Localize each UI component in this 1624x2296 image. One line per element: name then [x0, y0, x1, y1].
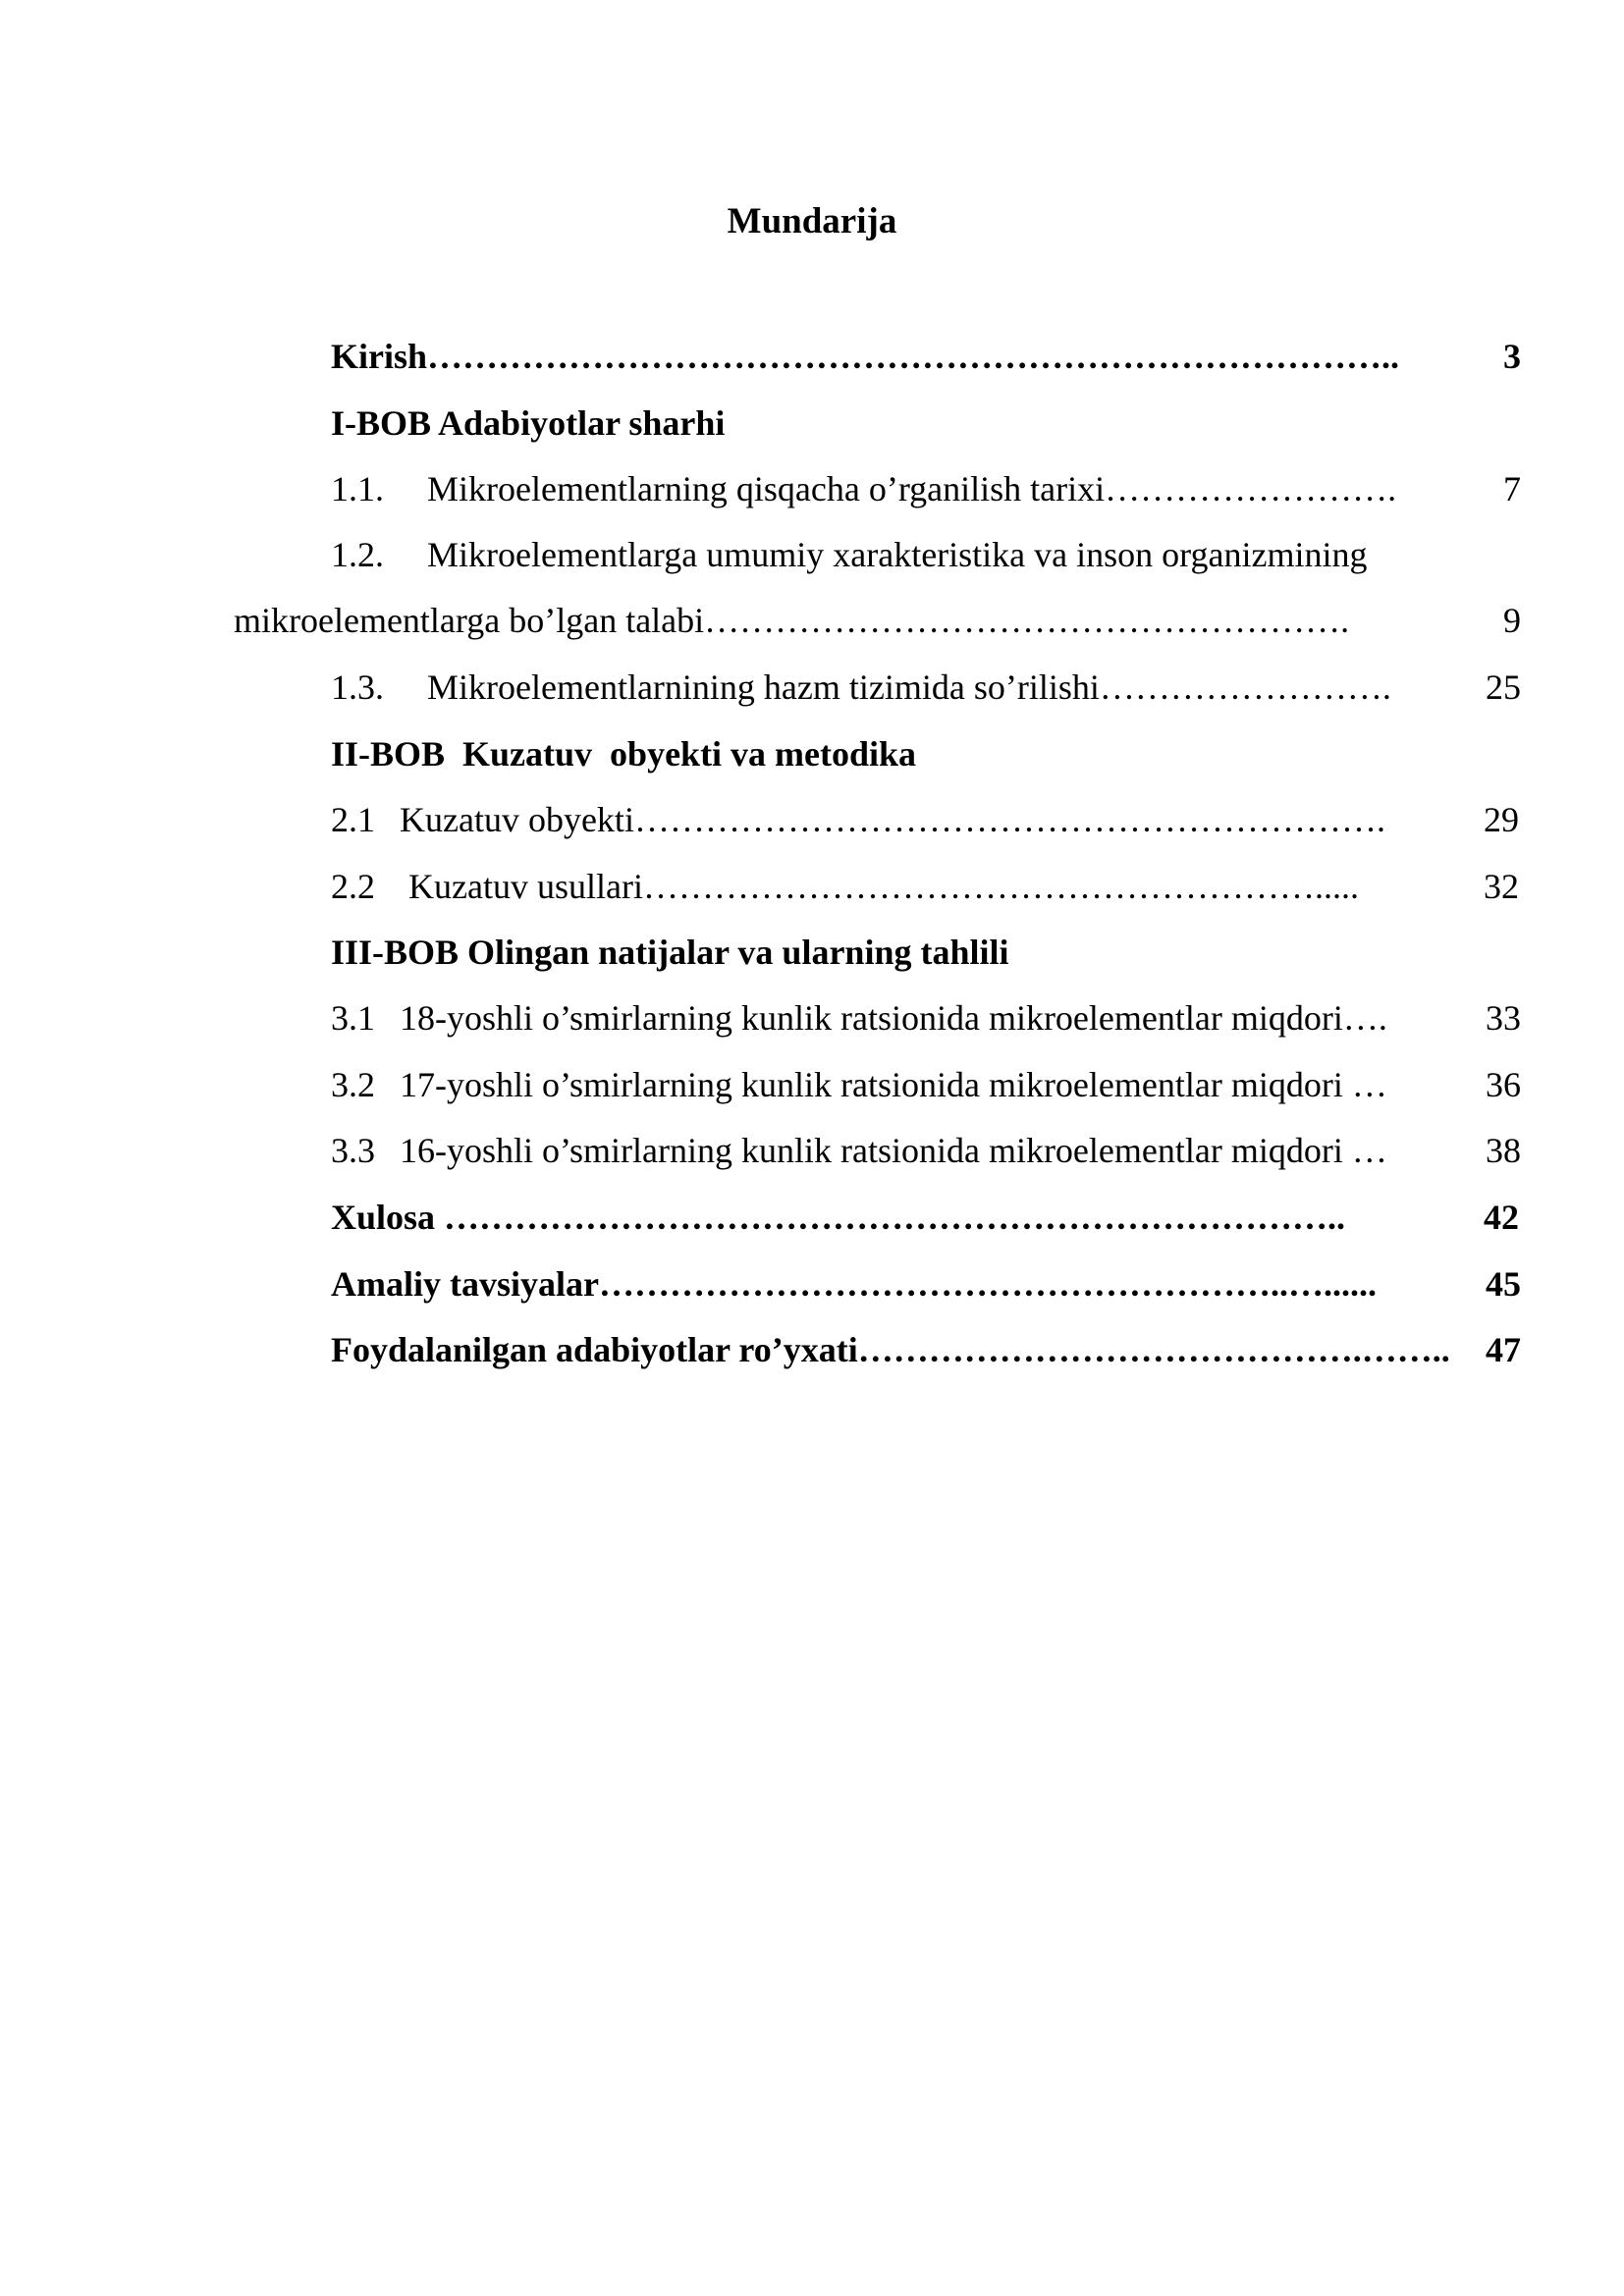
toc-dot-leader: ……………………………………………………………………….. [427, 337, 1400, 376]
toc-section-number: 1.1. [331, 469, 384, 508]
toc-page-number: 45 [1486, 1264, 1521, 1304]
toc-entry-1-2-line2 [234, 598, 1521, 643]
toc-dot-leader: …………………………………….…….. [857, 1330, 1450, 1369]
toc-dot-leader: ……………………. [1099, 667, 1391, 707]
toc-section-number: 3.3 [331, 1131, 375, 1170]
toc-chapter-2-heading [331, 731, 916, 776]
page-title: Mundarija [727, 201, 897, 241]
toc-entry-text: III-BOB Olingan natijalar va ularning tahlili [331, 933, 1009, 972]
toc-section-number: 3.2 [331, 1065, 375, 1104]
toc-entry-text: Kuzatuv usullari [400, 867, 643, 906]
toc-entry-2-2 [331, 864, 1519, 909]
toc-entry-text: Kirish [331, 337, 428, 376]
toc-entry-text: II-BOB Kuzatuv obyekti va metodika [331, 734, 917, 774]
toc-entry-text: Kuzatuv obyekti [400, 800, 634, 839]
toc-entry-1-1 [331, 466, 1521, 511]
toc-entry-text: Mikroelementlarnining hazm tizimida so’rilishi [427, 667, 1100, 707]
toc-page-number: 33 [1486, 998, 1521, 1038]
toc-dot-leader: ………………………………………………………. [633, 800, 1385, 839]
toc-chapter-1-heading [331, 400, 725, 446]
toc-page-number: 38 [1486, 1131, 1521, 1170]
toc-section-number: 1.2. [331, 535, 384, 574]
toc-page-number: 29 [1484, 800, 1519, 839]
toc-section-number: 2.2 [331, 867, 375, 906]
toc-page-number: 9 [1503, 601, 1521, 640]
toc-chapter-3-heading [331, 930, 1009, 975]
toc-page-number: 3 [1503, 337, 1521, 376]
toc-section-number: 1.3. [331, 667, 384, 707]
toc-entry-1-3 [331, 665, 1521, 710]
toc-entry-2-1 [331, 797, 1519, 842]
toc-entry-text: Amaliy tavsiyalar [331, 1264, 599, 1304]
toc-page-number: 36 [1486, 1065, 1521, 1104]
toc-page-number: 42 [1484, 1198, 1519, 1237]
toc-entry-1-2-line1 [331, 532, 1367, 577]
toc-entry-3-2 [331, 1062, 1521, 1107]
toc-entry-text: Mikroelementlarning qisqacha o’rganilish tarixi [427, 469, 1106, 508]
toc-entry-3-3 [331, 1128, 1521, 1173]
toc-entry-text: 17-yoshli o’smirlarning kunlik ratsionida mikroelementlar miqdori [400, 1065, 1352, 1104]
toc-entry-text: mikroelementlarga bo’lgan talabi [234, 601, 705, 640]
toc-dot-leader: ……………………. [1105, 469, 1397, 508]
toc-entry-text: Foydalanilgan adabiyotlar ro’yxati [331, 1330, 858, 1369]
toc-dot-leader: ………………………………………………………………….. [444, 1198, 1346, 1237]
toc-page-number: 32 [1484, 867, 1519, 906]
toc-dot-leader: ………………………………………………. [704, 601, 1350, 640]
toc-entry-text: 18-yoshli o’smirlarning kunlik ratsionida mikroelementlar miqdori [400, 998, 1343, 1038]
toc-entry-xulosa [331, 1195, 1519, 1240]
toc-entry-text: Mikroelementlarga umumiy xarakteristika va inson organizmining [427, 535, 1368, 574]
toc-section-number: 3.1 [331, 998, 375, 1038]
toc-entry-kirish [331, 334, 1521, 379]
toc-section-number: 2.1 [331, 800, 375, 839]
toc-page-number: 7 [1503, 469, 1521, 508]
toc-entry-foydalanilgan-adabiyotlar [331, 1327, 1521, 1372]
toc-entry-text: Xulosa [331, 1198, 445, 1237]
toc-entry-3-1 [331, 995, 1521, 1041]
toc-entry-amaliy-tavsiyalar [331, 1261, 1521, 1307]
toc-dot-leader: …. [1342, 998, 1387, 1038]
toc-dot-leader: …………………………………………………..…...... [598, 1264, 1377, 1304]
toc-entry-text: I-BOB Adabiyotlar sharhi [331, 403, 726, 443]
toc-dot-leader: … [1351, 1131, 1387, 1170]
toc-page-number: 47 [1486, 1330, 1521, 1369]
toc-dot-leader: …………………………………………………..... [642, 867, 1359, 906]
toc-dot-leader: … [1351, 1065, 1387, 1104]
toc-entry-text: 16-yoshli o’smirlarning kunlik ratsionida mikroelementlar miqdori [400, 1131, 1352, 1170]
toc-page-number: 25 [1486, 667, 1521, 707]
